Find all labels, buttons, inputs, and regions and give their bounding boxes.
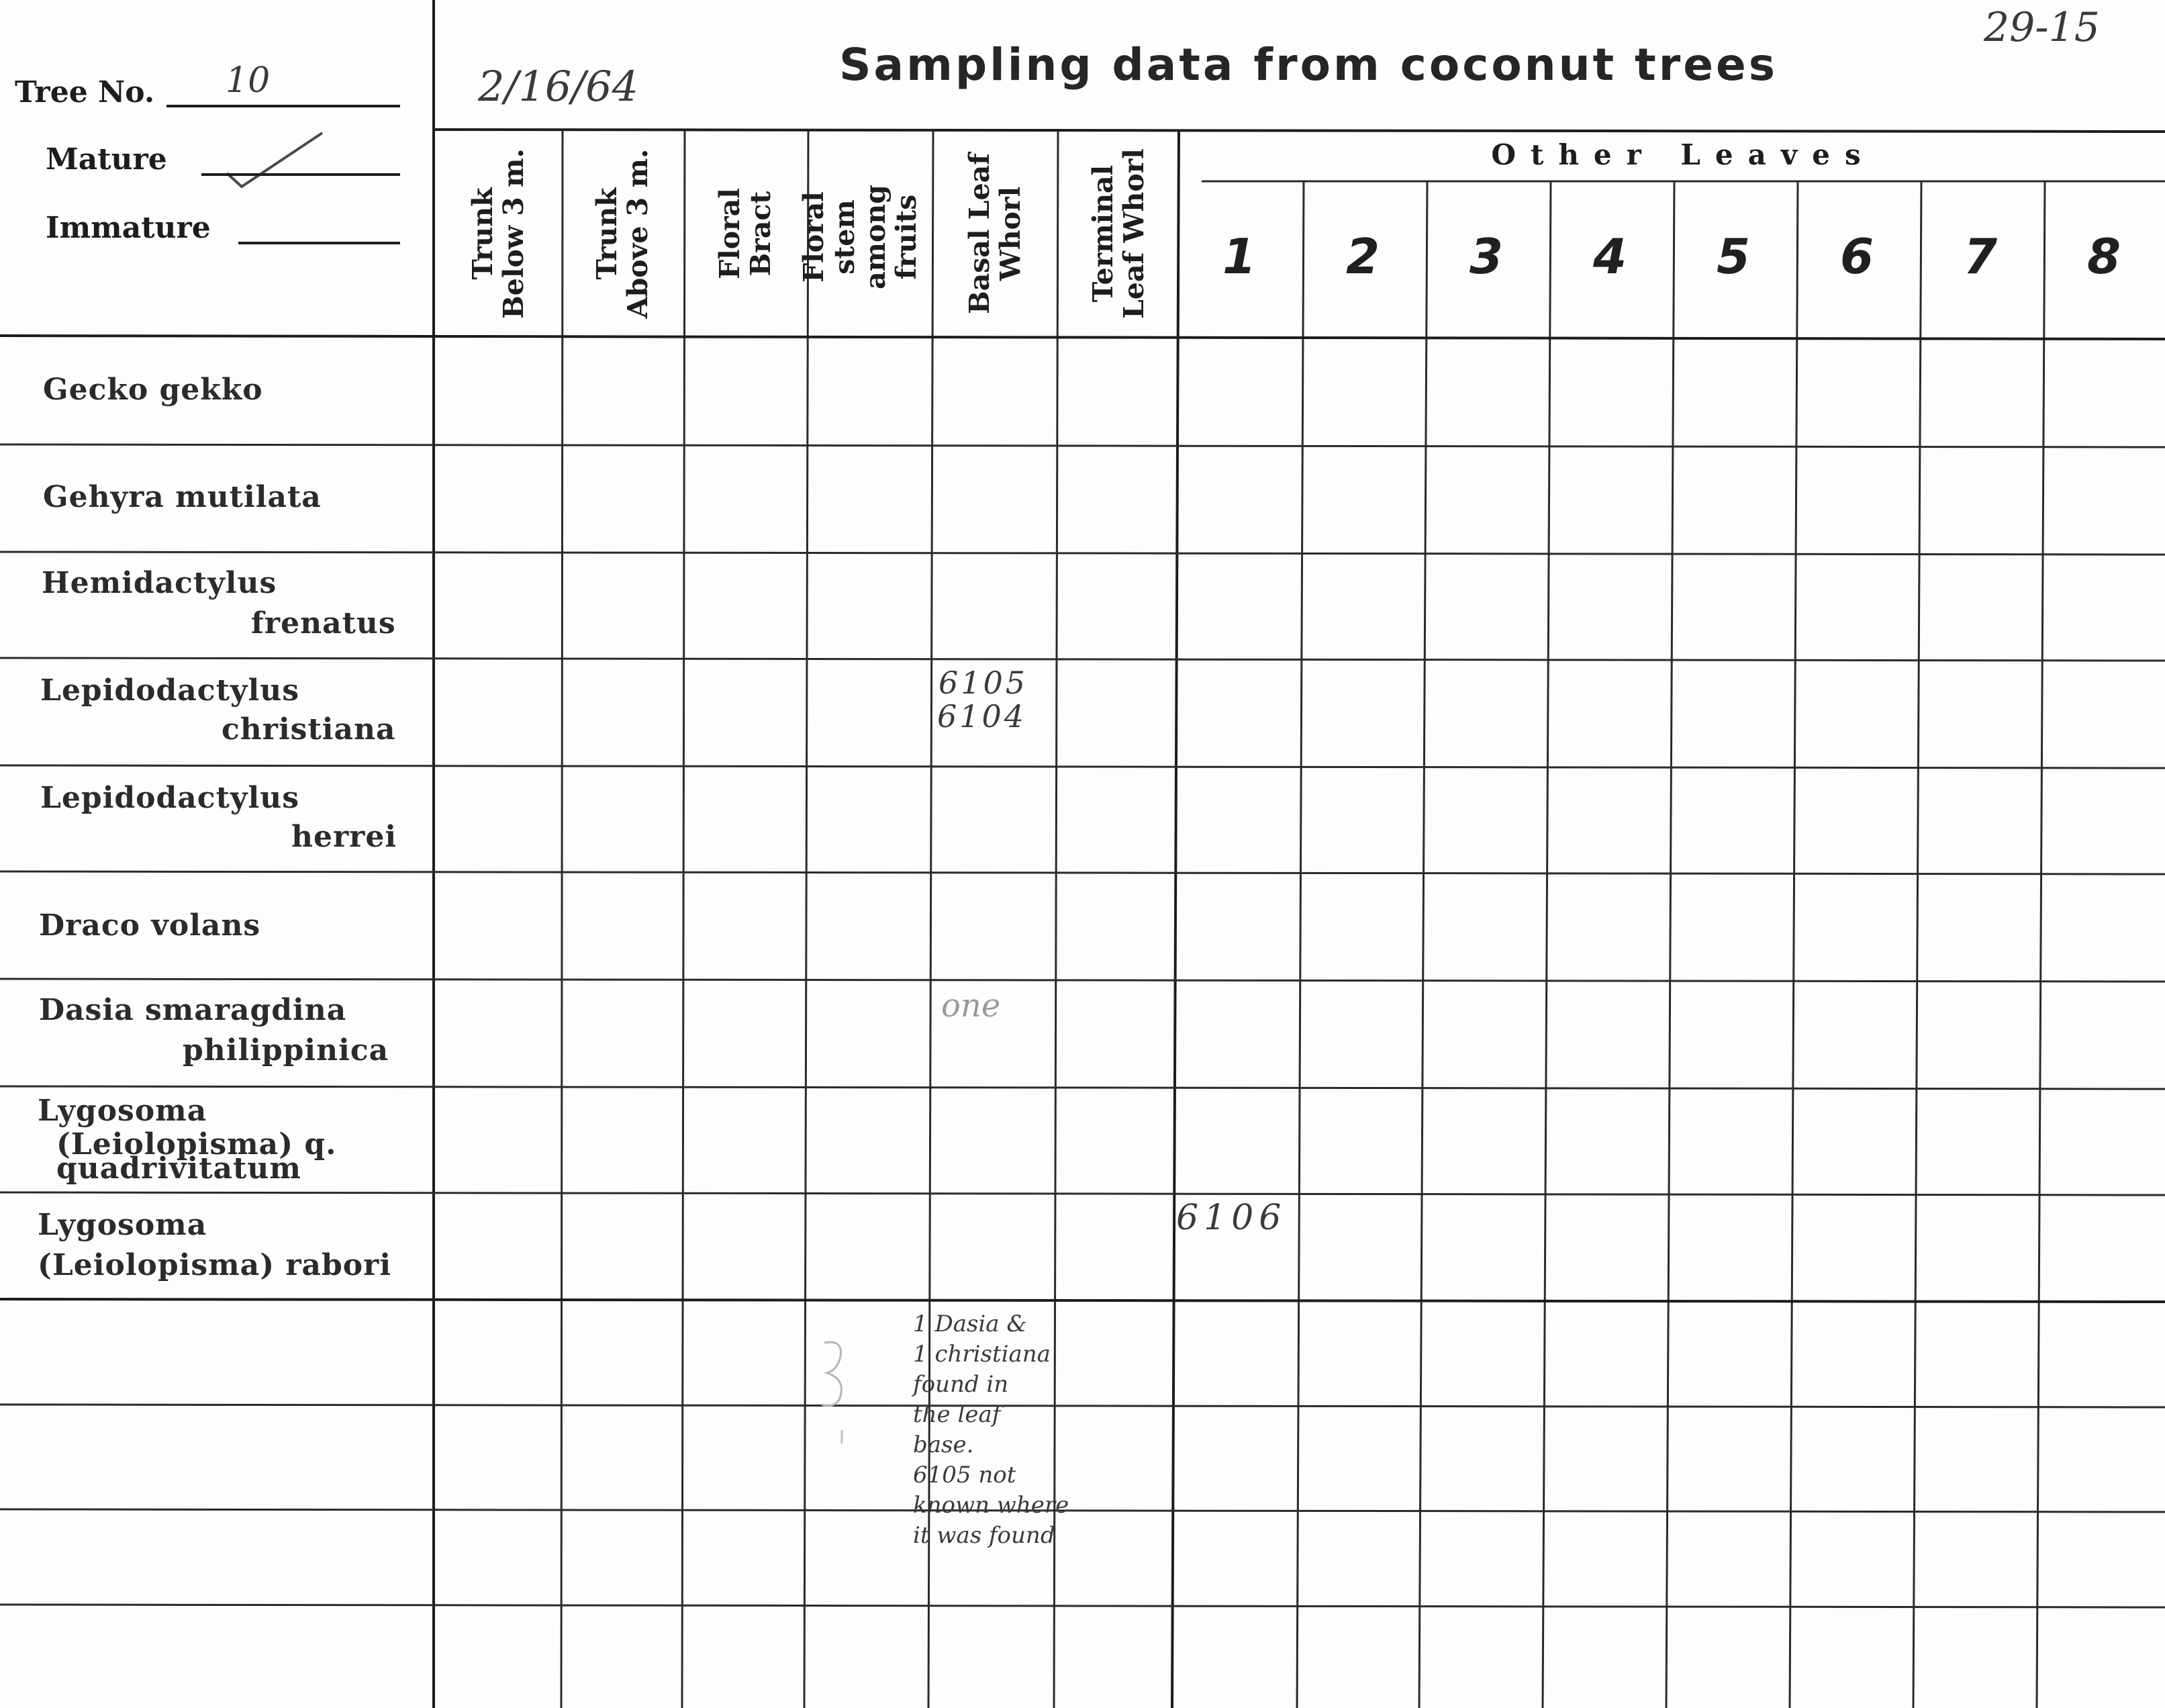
- species-lygosoma-q-line2: (Leiolopisma) q.: [56, 1127, 337, 1161]
- leaf-number-2: 2: [1345, 228, 1380, 285]
- page-title: Sampling data from coconut trees: [839, 39, 1778, 91]
- other-leaves-label: Other Leaves: [1491, 138, 1876, 171]
- species-lepidodactylus-christiana-line1: Lepidodactylus: [40, 673, 299, 708]
- mature-label: Mature: [46, 142, 167, 177]
- species-lygosoma-rabori-line1: Lygosoma: [38, 1208, 207, 1242]
- mature-underline: [201, 173, 400, 176]
- col-header-basal-leaf-whorl: Basal Leaf Whorl: [963, 153, 1026, 314]
- species-hemidactylus-line2: frenatus: [251, 606, 396, 640]
- species-dasia-smaragdina-line1: Dasia smaragdina: [39, 993, 347, 1027]
- species-lygosoma-rabori-line2: (Leiolopisma) rabori: [38, 1248, 392, 1282]
- pencil-mark-icon: [822, 1342, 841, 1406]
- species-draco-volans: Draco volans: [39, 908, 261, 943]
- leaf-number-3: 3: [1469, 228, 1504, 285]
- species-hemidactylus-line1: Hemidactylus: [42, 566, 277, 600]
- col-header-terminal-leaf-whorl: Terminal Leaf Whorl: [1087, 148, 1150, 319]
- species-dasia-smaragdina-line2: philippinica: [183, 1033, 389, 1068]
- species-lygosoma-q-line3: quadrivitatum: [56, 1151, 301, 1186]
- check-mark-icon: [227, 133, 322, 187]
- entry-christiana-basal-2: 6104: [937, 698, 1027, 734]
- leaf-number-4: 4: [1592, 228, 1627, 285]
- leaf-number-8: 8: [2086, 228, 2121, 285]
- species-gecko-gekko: Gecko gekko: [43, 373, 263, 407]
- tree-no-label: Tree No.: [15, 75, 155, 109]
- col-header-floral-bract: Floral Bract: [714, 188, 777, 279]
- handwritten-note: 1 Dasia & 1 christiana found in the leaf base. 6105 not known where it was found: [913, 1311, 1069, 1549]
- entry-christiana-basal-1: 6105: [939, 665, 1028, 701]
- leaf-number-6: 6: [1839, 228, 1874, 285]
- tree-no-value: 10: [226, 60, 271, 101]
- tree-no-underline: [166, 105, 400, 107]
- col-header-trunk-below: Trunk Below 3 m.: [467, 148, 530, 319]
- col-header-trunk-above: Trunk Above 3 m.: [591, 148, 654, 319]
- immature-underline: [238, 242, 400, 244]
- sheet-id: 29-15: [1984, 4, 2100, 51]
- leaf-number-7: 7: [1963, 228, 1998, 285]
- species-lygosoma-q-line1: Lygosoma: [38, 1094, 207, 1128]
- col-header-floral-stem: Floral stem among fruits: [798, 185, 922, 289]
- leaf-number-5: 5: [1716, 228, 1751, 285]
- species-lepidodactylus-herrei-line2: herrei: [291, 820, 397, 854]
- date-value: 2/16/64: [478, 62, 639, 111]
- species-gehyra-mutilata: Gehyra mutilata: [43, 480, 322, 514]
- leaf-number-1: 1: [1222, 228, 1257, 285]
- entry-dasia-basal: one: [941, 987, 1001, 1025]
- immature-label: Immature: [46, 211, 211, 245]
- species-lepidodactylus-christiana-line2: christiana: [222, 712, 396, 747]
- entry-rabori-leaf-1: 6106: [1176, 1198, 1287, 1238]
- species-lepidodactylus-herrei-line1: Lepidodactylus: [40, 781, 299, 815]
